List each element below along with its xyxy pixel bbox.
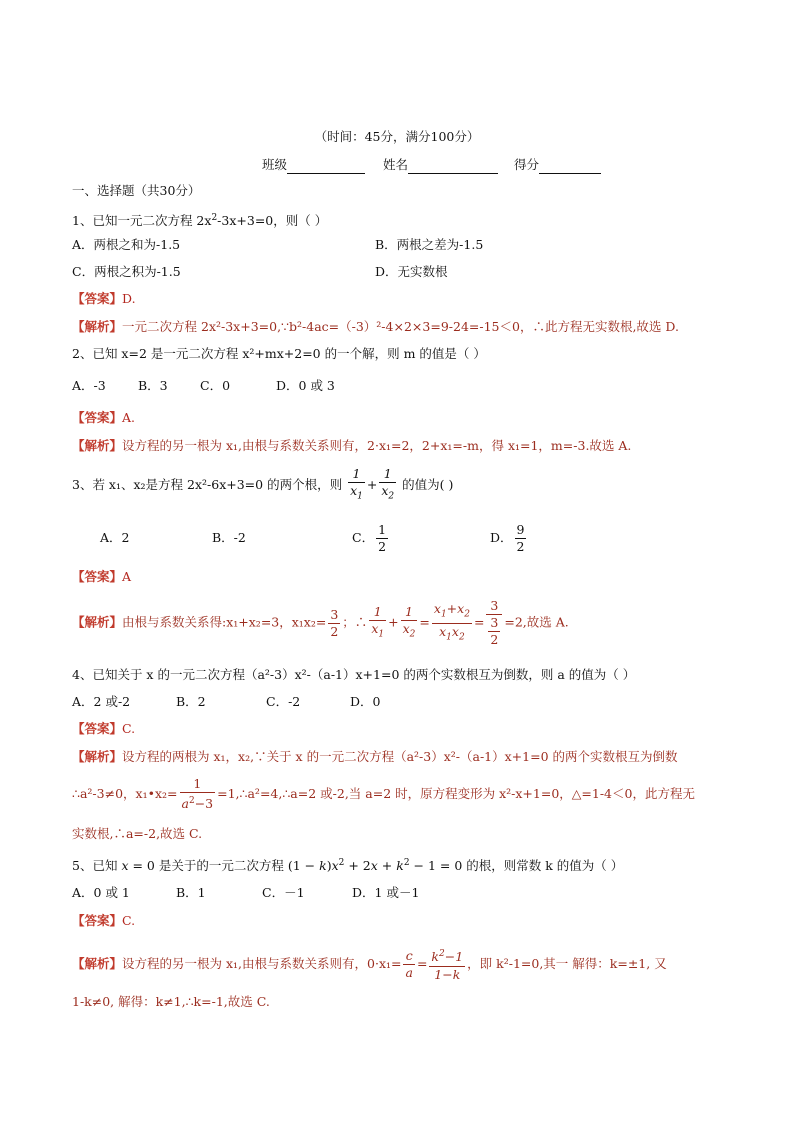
q1-option-b[interactable]: B．两根之差为-1.5 bbox=[375, 237, 484, 252]
q4-option-b[interactable]: B．2 bbox=[176, 694, 206, 709]
q3-frac-1: $\frac{1}{x_1}$ bbox=[348, 466, 365, 505]
q1-answer: 【答案】D. bbox=[72, 291, 136, 306]
q3-option-d-frac: $\frac{9}{2}$ bbox=[516, 522, 525, 554]
score-blank[interactable] bbox=[539, 159, 601, 174]
name-label: 姓名 bbox=[382, 157, 408, 172]
q4-option-a[interactable]: A．2 或-2 bbox=[72, 694, 131, 709]
q3-options bbox=[100, 520, 528, 556]
q2-option-a[interactable]: A．-3 bbox=[72, 378, 106, 393]
q5-analysis-1: 【解析】设方程的另一根为 x₁,由根与系数关系则有，0·x₁= $\frac{c}{a}$ = $\frac{k^2-1}{1-k}$ ，即 k²-1=0,其一 解得：k=±1, 又 bbox=[72, 948, 667, 982]
q3-option-c[interactable]: C． $\frac{1}{2}$ bbox=[352, 522, 387, 554]
q4-stem: 4、已知关于 x 的一元二次方程（a²-3）x²-（a-1）x+1=0 的两个实数根互为倒数，则 a 的值为（ ） bbox=[72, 667, 636, 682]
q4-option-c[interactable]: C．-2 bbox=[266, 694, 301, 709]
q1-option-a[interactable]: A．两根之和为-1.5 bbox=[72, 237, 181, 252]
q2-option-c[interactable]: C．0 bbox=[200, 378, 231, 393]
q4-option-d[interactable]: D．0 bbox=[350, 694, 381, 709]
q3-analysis-frac-1: $\frac{1}{x_1}$ bbox=[369, 604, 386, 643]
q3-option-b[interactable]: B．-2 bbox=[212, 530, 246, 545]
q4-analysis-1: 【解析】设方程的两根为 x₁，x₂,∵关于 x 的一元二次方程（a²-3）x²-（a-1）x+1=0 的两个实数根互为倒数 bbox=[72, 749, 678, 764]
q4-analysis-frac: $\frac{1}{a^2-3}$ bbox=[181, 776, 214, 812]
q1-option-c[interactable]: C．两根之积为-1.5 bbox=[72, 264, 181, 279]
q5-options bbox=[72, 884, 419, 902]
q4-options bbox=[72, 693, 380, 711]
q2-option-d[interactable]: D．0 或 3 bbox=[276, 378, 335, 393]
info-line bbox=[262, 156, 601, 174]
q1-option-d[interactable]: D．无实数根 bbox=[375, 264, 448, 279]
q2-option-b[interactable]: B．3 bbox=[138, 378, 168, 393]
q5-frac-ca: $\frac{c}{a}$ bbox=[405, 948, 413, 980]
q5-answer: 【答案】C. bbox=[72, 913, 136, 928]
q2-answer: 【答案】A. bbox=[72, 410, 136, 425]
q5-frac-k: $\frac{k^2-1}{1-k}$ bbox=[431, 949, 464, 982]
q2-analysis: 【解析】设方程的另一根为 x₁,由根与系数关系则有，2·x₁=2，2+x₁=-m，得 x₁=1，m=-3.故选 A. bbox=[72, 438, 632, 453]
q2-options bbox=[72, 377, 335, 395]
q3-option-a[interactable]: A．2 bbox=[100, 530, 130, 545]
class-blank[interactable] bbox=[287, 159, 365, 174]
q1-options-row2 bbox=[72, 263, 448, 281]
q3-frac-2: $\frac{1}{x_2}$ bbox=[379, 466, 396, 505]
q2-stem: 2、已知 x=2 是一元二次方程 x²+mx+2=0 的一个解，则 m 的值是（ ） bbox=[72, 346, 486, 361]
q1-options-row1 bbox=[72, 236, 483, 254]
q3-stem: 3、若 x₁、x₂是方程 2x²-6x+3=0 的两个根，则 $\frac{1}{x_1}$ + $\frac{1}{x_2}$ 的值为( ) bbox=[72, 466, 453, 505]
q5-option-c[interactable]: C．－1 bbox=[262, 885, 305, 900]
q4-analysis-2: ∴a²-3≠0，x₁•x₂= $\frac{1}{a^2-3}$ =1,∴a²=4,∴a=2 或-2,当 a=2 时，原方程变形为 x²-x+1=0，△=1-4＜0，此方程无 bbox=[72, 776, 695, 812]
q5-option-d[interactable]: D．1 或－1 bbox=[352, 885, 420, 900]
q5-stem: 5、已知 x = 0 是关于的一元二次方程 $(1 - k)x^2 + 2x + k^2 - 1 = 0$ 的根，则常数 k 的值为（ ） bbox=[72, 858, 624, 874]
q3-answer: 【答案】A bbox=[72, 569, 132, 584]
score-label: 得分 bbox=[513, 157, 539, 172]
q4-answer: 【答案】C. bbox=[72, 721, 136, 736]
q3-analysis-frac-nested: $\frac{3}{\frac{3}{2}}$ bbox=[486, 598, 502, 648]
section-title: 一、选择题（共30分） bbox=[72, 183, 201, 198]
name-blank[interactable] bbox=[408, 159, 498, 174]
q4-analysis-3: 实数根,∴a=-2,故选 C. bbox=[72, 826, 203, 841]
q3-option-c-frac: $\frac{1}{2}$ bbox=[378, 522, 387, 554]
q3-analysis-frac-2: $\frac{1}{x_2}$ bbox=[401, 604, 418, 643]
q1-stem: 1、已知一元二次方程 $2x^2-3x+3=0$，则（ ） bbox=[72, 213, 328, 229]
q1-analysis: 【解析】一元二次方程 2x²-3x+3=0,∵b²-4ac=（-3）²-4×2×3=9-24=-15＜0，∴此方程无实数根,故选 D. bbox=[72, 319, 679, 334]
q3-analysis-frac-product: $\frac{3}{2}$ bbox=[330, 606, 339, 639]
q3-option-d[interactable]: D． $\frac{9}{2}$ bbox=[490, 522, 525, 554]
q3-analysis-frac-sum: $\frac{x_1+x_2}{x_1x_2}$ bbox=[432, 601, 472, 645]
q5-equation: $(1 - k)x^2 + 2x + k^2 - 1 = 0$ bbox=[287, 858, 463, 874]
class-label: 班级 bbox=[262, 157, 288, 172]
q3-analysis: 【解析】由根与系数关系得:x₁+x₂=3，x₁x₂= $\frac{3}{2}$ ；∴ $\frac{1}{x_1}$ + $\frac{1}{x_2}$ = $\frac{x_1+x_2}{x_1x_2}$ = $\frac{3}{\frac{3}{2}}$ =2,故选 A. bbox=[72, 598, 569, 647]
q5-option-b[interactable]: B．1 bbox=[176, 885, 206, 900]
q5-analysis-2: 1-k≠0, 解得：k≠1,∴k=-1,故选 C. bbox=[72, 994, 270, 1009]
time-line: （时间：45分，满分100分） bbox=[314, 129, 480, 144]
q5-x-eq-0: x bbox=[121, 858, 129, 874]
q5-option-a[interactable]: A．0 或 1 bbox=[72, 885, 130, 900]
